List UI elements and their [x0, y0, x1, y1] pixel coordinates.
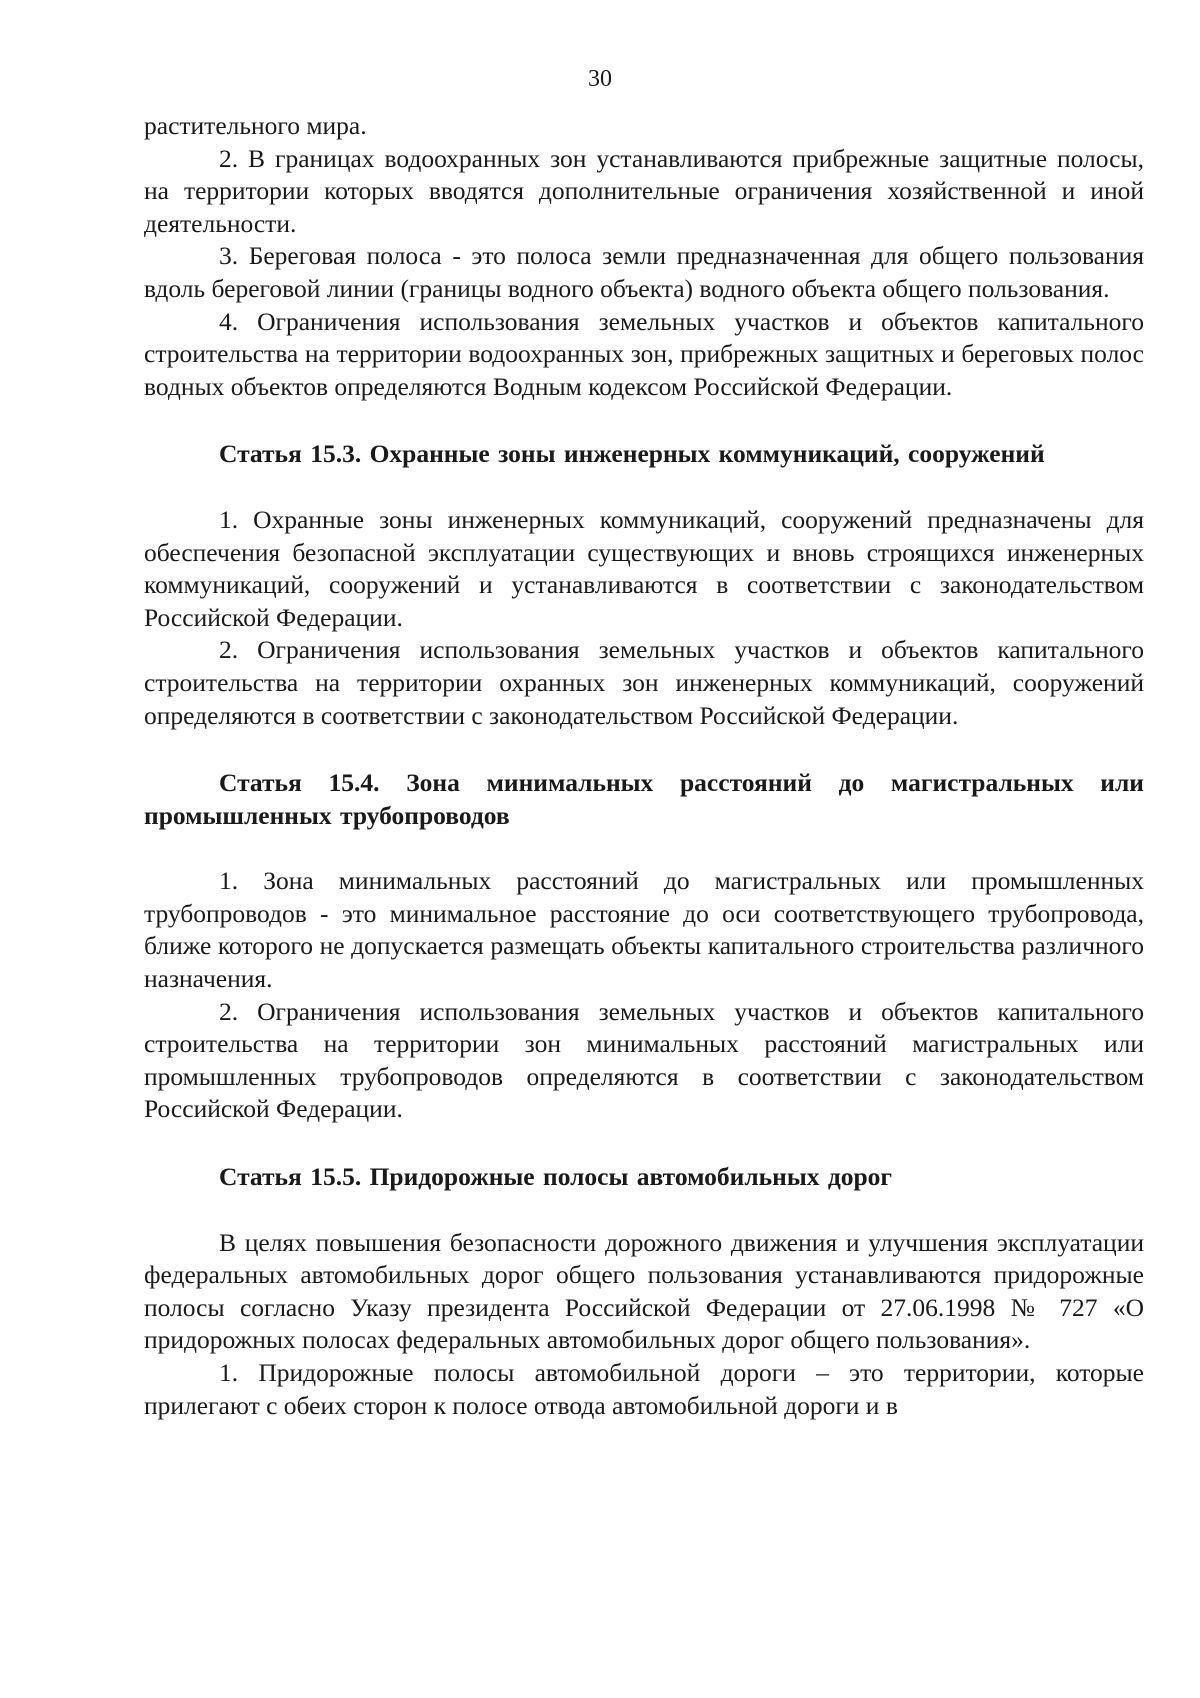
paragraph-15-4-item-2: 2. Ограничения использования земельных участков и объектов капитального строительства на территории зон минимальных расстояний магистральных или промышленных трубопроводов определяются в соответствии с законодательством Российской Федерации.	[144, 996, 1144, 1124]
paragraph-15-2-item-4: 4. Ограничения использования земельных участков и объектов капитального строительства на территории водоохранных зон, прибрежных защитных и береговых полос водных объектов определяются Водным кодексом Российской Федерации.	[144, 306, 1144, 401]
article-15-3-heading: Статья 15.3. Охранные зоны инженерных коммуникаций, сооружений	[219, 439, 1045, 469]
paragraph-15-5-item-1: 1. Придорожные полосы автомобильной дороги – это территории, которые прилегают с обеих сторон к полосе отвода автомобильной дороги и в	[144, 1358, 1144, 1420]
paragraph-15-4-item-1: 1. Зона минимальных расстояний до магистральных или промышленных трубопроводов - это минимальное расстояние до оси соответствующего трубопровода, ближе которого не допускается размещать объекты капитального строительства различного назначения.	[144, 866, 1144, 994]
paragraph-15-3-item-2: 2. Ограничения использования земельных участков и объектов капитального строительства на территории охранных зон инженерных коммуникаций, сооружений определяются в соответствии с законодательством Российской Федерации.	[144, 635, 1144, 730]
paragraph-15-2-item-3: 3. Береговая полоса - это полоса земли предназначенная для общего пользования вдоль береговой линии (границы водного объекта) водного объекта общего пользования.	[144, 241, 1144, 303]
page-number: 30	[588, 66, 612, 92]
article-15-5-heading: Статья 15.5. Придорожные полосы автомобильных дорог	[219, 1162, 893, 1192]
page-content	[144, 110, 1144, 1422]
paragraph-15-3-item-1: 1. Охранные зоны инженерных коммуникаций, сооружений предназначены для обеспечения безопасной эксплуатации существующих и вновь строящихся инженерных коммуникаций, сооружений и устанавливаются в соответствии с законодательством Российской Федерации.	[144, 504, 1144, 632]
paragraph-15-5-intro: В целях повышения безопасности дорожного движения и улучшения эксплуатации федеральных автомобильных дорог общего пользования устанавливаются придорожные полосы согласно Указу президента Российской Федерации от 27.06.1998 № 727 «О придорожных полосах федеральных автомобильных дорог общего пользования».	[144, 1227, 1144, 1355]
paragraph-continuation: растительного мира.	[144, 111, 367, 140]
article-15-4-heading: Статья 15.4. Зона минимальных расстояний до магистральных или промышленных трубопроводов	[144, 768, 1144, 830]
paragraph-15-2-item-2: 2. В границах водоохранных зон устанавливаются прибрежные защитные полосы, на территории которых вводятся дополнительные ограничения хозяйственной и иной деятельности.	[144, 143, 1144, 238]
